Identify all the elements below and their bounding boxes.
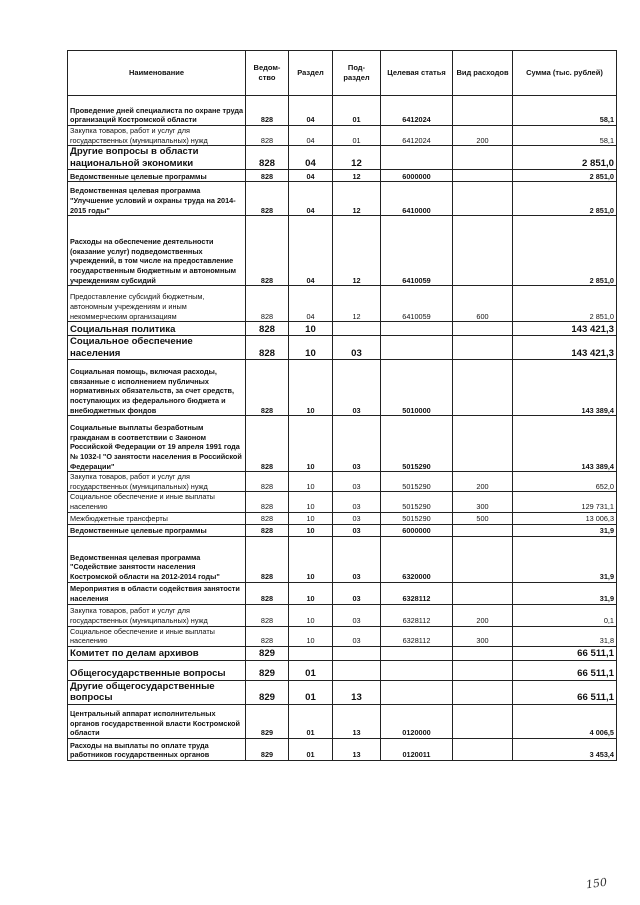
row-subsection: 13 [333, 738, 381, 760]
row-section: 01 [289, 660, 333, 680]
row-dept: 828 [246, 96, 289, 126]
row-section: 04 [289, 182, 333, 216]
row-sum: 31,9 [513, 582, 617, 604]
row-name: Закупка товаров, работ и услуг для государственных (муниципальных) нужд [68, 126, 246, 146]
table-row [68, 322, 617, 336]
row-article: 6328112 [381, 582, 453, 604]
row-dept: 828 [246, 524, 289, 536]
row-expense-type [453, 96, 513, 126]
row-article [381, 646, 453, 660]
row-article [381, 680, 453, 704]
page-number-mark: 150 [585, 875, 608, 892]
row-dept: 828 [246, 492, 289, 512]
header-name: Наименование [68, 51, 246, 96]
row-article [381, 322, 453, 336]
row-expense-type [453, 646, 513, 660]
row-dept: 828 [246, 322, 289, 336]
row-article: 5015290 [381, 416, 453, 472]
row-section: 10 [289, 416, 333, 472]
row-dept: 829 [246, 680, 289, 704]
row-subsection: 01 [333, 96, 381, 126]
table-row [68, 146, 617, 170]
row-name: Расходы на обеспечение деятельности (оказание услуг) подведомственных учреждений, в том числе на предоставление государственным бюджетным и автономным учреждениям субсидий [68, 216, 246, 286]
row-dept: 828 [246, 146, 289, 170]
table-row [68, 524, 617, 536]
row-expense-type [453, 660, 513, 680]
table-row [68, 738, 617, 760]
row-article: 6410059 [381, 216, 453, 286]
row-section: 10 [289, 472, 333, 492]
row-expense-type: 300 [453, 626, 513, 646]
row-article: 6410059 [381, 286, 453, 322]
row-dept: 829 [246, 704, 289, 738]
row-section: 10 [289, 524, 333, 536]
row-expense-type [453, 170, 513, 182]
row-expense-type [453, 216, 513, 286]
row-expense-type [453, 182, 513, 216]
table-row [68, 216, 617, 286]
row-name: Социальная политика [68, 322, 246, 336]
row-section: 04 [289, 286, 333, 322]
row-section: 04 [289, 170, 333, 182]
row-expense-type: 200 [453, 604, 513, 626]
row-dept: 828 [246, 416, 289, 472]
row-subsection: 03 [333, 582, 381, 604]
table-row [68, 604, 617, 626]
header-article: Целевая статья [381, 51, 453, 96]
row-subsection: 01 [333, 126, 381, 146]
row-name: Проведение дней специалиста по охране труда организаций Костромской области [68, 96, 246, 126]
row-dept: 829 [246, 738, 289, 760]
row-section: 10 [289, 512, 333, 524]
row-name: Закупка товаров, работ и услуг для государственных (муниципальных) нужд [68, 604, 246, 626]
table-row [68, 512, 617, 524]
row-article: 6410000 [381, 182, 453, 216]
table-row [68, 626, 617, 646]
header-section: Раздел [289, 51, 333, 96]
row-dept: 828 [246, 170, 289, 182]
table-row [68, 536, 617, 582]
row-expense-type [453, 524, 513, 536]
row-name: Ведомственная целевая программа "Содействие занятости населения Костромской области на 2012-2014 годы" [68, 536, 246, 582]
row-sum: 31,9 [513, 524, 617, 536]
row-sum: 2 851,0 [513, 216, 617, 286]
row-name: Комитет по делам архивов [68, 646, 246, 660]
row-subsection: 13 [333, 680, 381, 704]
row-dept: 828 [246, 626, 289, 646]
row-section: 01 [289, 680, 333, 704]
row-sum: 66 511,1 [513, 680, 617, 704]
row-sum: 2 851,0 [513, 146, 617, 170]
row-article: 6328112 [381, 626, 453, 646]
row-name: Другие вопросы в области национальной экономики [68, 146, 246, 170]
row-sum: 0,1 [513, 604, 617, 626]
row-name: Ведомственная целевая программа "Улучшение условий и охраны труда на 2014-2015 годы" [68, 182, 246, 216]
row-section: 10 [289, 626, 333, 646]
row-subsection: 03 [333, 416, 381, 472]
row-expense-type: 500 [453, 512, 513, 524]
row-sum: 66 511,1 [513, 660, 617, 680]
row-sum: 13 006,3 [513, 512, 617, 524]
table-row [68, 660, 617, 680]
table-row [68, 126, 617, 146]
row-name: Другие общегосударственные вопросы [68, 680, 246, 704]
row-dept: 829 [246, 660, 289, 680]
row-article: 6320000 [381, 536, 453, 582]
row-expense-type [453, 146, 513, 170]
row-subsection: 03 [333, 604, 381, 626]
header-subsection: Под-раздел [333, 51, 381, 96]
budget-table [67, 50, 617, 761]
row-name: Социальные выплаты безработным гражданам в соответствии с Законом Российской Федерации от 19 апреля 1991 года № 1032-I "О занятости населения в Российской Федерации" [68, 416, 246, 472]
table-row [68, 582, 617, 604]
row-subsection: 03 [333, 492, 381, 512]
row-name: Социальная помощь, включая расходы, связанные с исполнением публичных нормативных обязательств, за счет средств, поступающих из федерального бюджета и внебюджетных фондов [68, 360, 246, 416]
row-subsection: 12 [333, 182, 381, 216]
row-article [381, 146, 453, 170]
row-sum: 143 421,3 [513, 322, 617, 336]
row-name: Ведомственные целевые программы [68, 524, 246, 536]
row-section: 04 [289, 126, 333, 146]
row-sum: 2 851,0 [513, 182, 617, 216]
row-article: 6000000 [381, 170, 453, 182]
row-section: 04 [289, 216, 333, 286]
row-section: 01 [289, 738, 333, 760]
row-subsection: 03 [333, 626, 381, 646]
row-subsection: 03 [333, 524, 381, 536]
row-subsection: 12 [333, 286, 381, 322]
row-dept: 828 [246, 126, 289, 146]
row-subsection: 12 [333, 170, 381, 182]
row-section: 10 [289, 322, 333, 336]
row-sum: 2 851,0 [513, 170, 617, 182]
row-name: Центральный аппарат исполнительных органов государственной власти Костромской области [68, 704, 246, 738]
row-dept: 828 [246, 472, 289, 492]
row-dept: 828 [246, 286, 289, 322]
row-subsection: 13 [333, 704, 381, 738]
row-article: 6000000 [381, 524, 453, 536]
row-dept: 828 [246, 182, 289, 216]
row-subsection [333, 660, 381, 680]
table-row [68, 416, 617, 472]
table-row [68, 680, 617, 704]
row-section: 10 [289, 582, 333, 604]
row-article: 5015290 [381, 492, 453, 512]
row-expense-type: 300 [453, 492, 513, 512]
row-name: Социальное обеспечение населения [68, 336, 246, 360]
row-article: 5015290 [381, 472, 453, 492]
row-section: 10 [289, 360, 333, 416]
row-expense-type [453, 416, 513, 472]
table-body [68, 96, 617, 761]
row-article: 0120000 [381, 704, 453, 738]
row-expense-type: 200 [453, 126, 513, 146]
row-dept: 828 [246, 604, 289, 626]
row-subsection: 03 [333, 360, 381, 416]
row-expense-type: 200 [453, 472, 513, 492]
row-dept: 829 [246, 646, 289, 660]
row-expense-type [453, 536, 513, 582]
header-sum: Сумма (тыс. рублей) [513, 51, 617, 96]
header-expense-type: Вид расходов [453, 51, 513, 96]
row-expense-type [453, 322, 513, 336]
table-row [68, 704, 617, 738]
row-article [381, 660, 453, 680]
row-sum: 31,8 [513, 626, 617, 646]
row-section: 10 [289, 492, 333, 512]
row-section: 10 [289, 336, 333, 360]
row-subsection [333, 646, 381, 660]
row-dept: 828 [246, 536, 289, 582]
row-section: 04 [289, 96, 333, 126]
table-row [68, 472, 617, 492]
row-expense-type: 600 [453, 286, 513, 322]
row-dept: 828 [246, 582, 289, 604]
row-sum: 2 851,0 [513, 286, 617, 322]
table-row [68, 286, 617, 322]
row-subsection: 03 [333, 512, 381, 524]
row-article: 5010000 [381, 360, 453, 416]
table-row [68, 646, 617, 660]
row-sum: 143 389,4 [513, 416, 617, 472]
row-subsection [333, 322, 381, 336]
row-sum: 58,1 [513, 96, 617, 126]
table-row [68, 170, 617, 182]
table-row [68, 492, 617, 512]
row-name: Расходы на выплаты по оплате труда работников государственных органов [68, 738, 246, 760]
row-sum: 4 006,5 [513, 704, 617, 738]
row-name: Социальное обеспечение и иные выплаты населению [68, 492, 246, 512]
row-sum: 58,1 [513, 126, 617, 146]
table-row [68, 182, 617, 216]
table-header-row [68, 51, 617, 96]
row-expense-type [453, 738, 513, 760]
row-sum: 129 731,1 [513, 492, 617, 512]
row-dept: 828 [246, 216, 289, 286]
row-sum: 143 421,3 [513, 336, 617, 360]
row-article: 6328112 [381, 604, 453, 626]
row-expense-type [453, 360, 513, 416]
row-expense-type [453, 704, 513, 738]
row-article [381, 336, 453, 360]
row-article: 6412024 [381, 96, 453, 126]
row-sum: 143 389,4 [513, 360, 617, 416]
row-name: Ведомственные целевые программы [68, 170, 246, 182]
row-name: Предоставление субсидий бюджетным, автономным учреждениям и иным некоммерческим организациям [68, 286, 246, 322]
row-article: 0120011 [381, 738, 453, 760]
row-name: Общегосударственные вопросы [68, 660, 246, 680]
row-sum: 31,9 [513, 536, 617, 582]
table-row [68, 336, 617, 360]
row-dept: 828 [246, 336, 289, 360]
row-section: 10 [289, 604, 333, 626]
row-dept: 828 [246, 512, 289, 524]
row-name: Межбюджетные трансферты [68, 512, 246, 524]
row-expense-type [453, 336, 513, 360]
row-expense-type [453, 680, 513, 704]
row-sum: 3 453,4 [513, 738, 617, 760]
row-section: 01 [289, 704, 333, 738]
row-subsection: 03 [333, 536, 381, 582]
row-name: Мероприятия в области содействия занятости населения [68, 582, 246, 604]
row-subsection: 12 [333, 146, 381, 170]
row-dept: 828 [246, 360, 289, 416]
table-row [68, 96, 617, 126]
row-name: Социальное обеспечение и иные выплаты населению [68, 626, 246, 646]
row-section [289, 646, 333, 660]
row-name: Закупка товаров, работ и услуг для государственных (муниципальных) нужд [68, 472, 246, 492]
row-sum: 66 511,1 [513, 646, 617, 660]
row-sum: 652,0 [513, 472, 617, 492]
row-section: 04 [289, 146, 333, 170]
table-row [68, 360, 617, 416]
row-article: 6412024 [381, 126, 453, 146]
row-section: 10 [289, 536, 333, 582]
row-subsection: 03 [333, 336, 381, 360]
row-article: 5015290 [381, 512, 453, 524]
row-subsection: 12 [333, 216, 381, 286]
header-dept: Ведом-ство [246, 51, 289, 96]
row-expense-type [453, 582, 513, 604]
row-subsection: 03 [333, 472, 381, 492]
